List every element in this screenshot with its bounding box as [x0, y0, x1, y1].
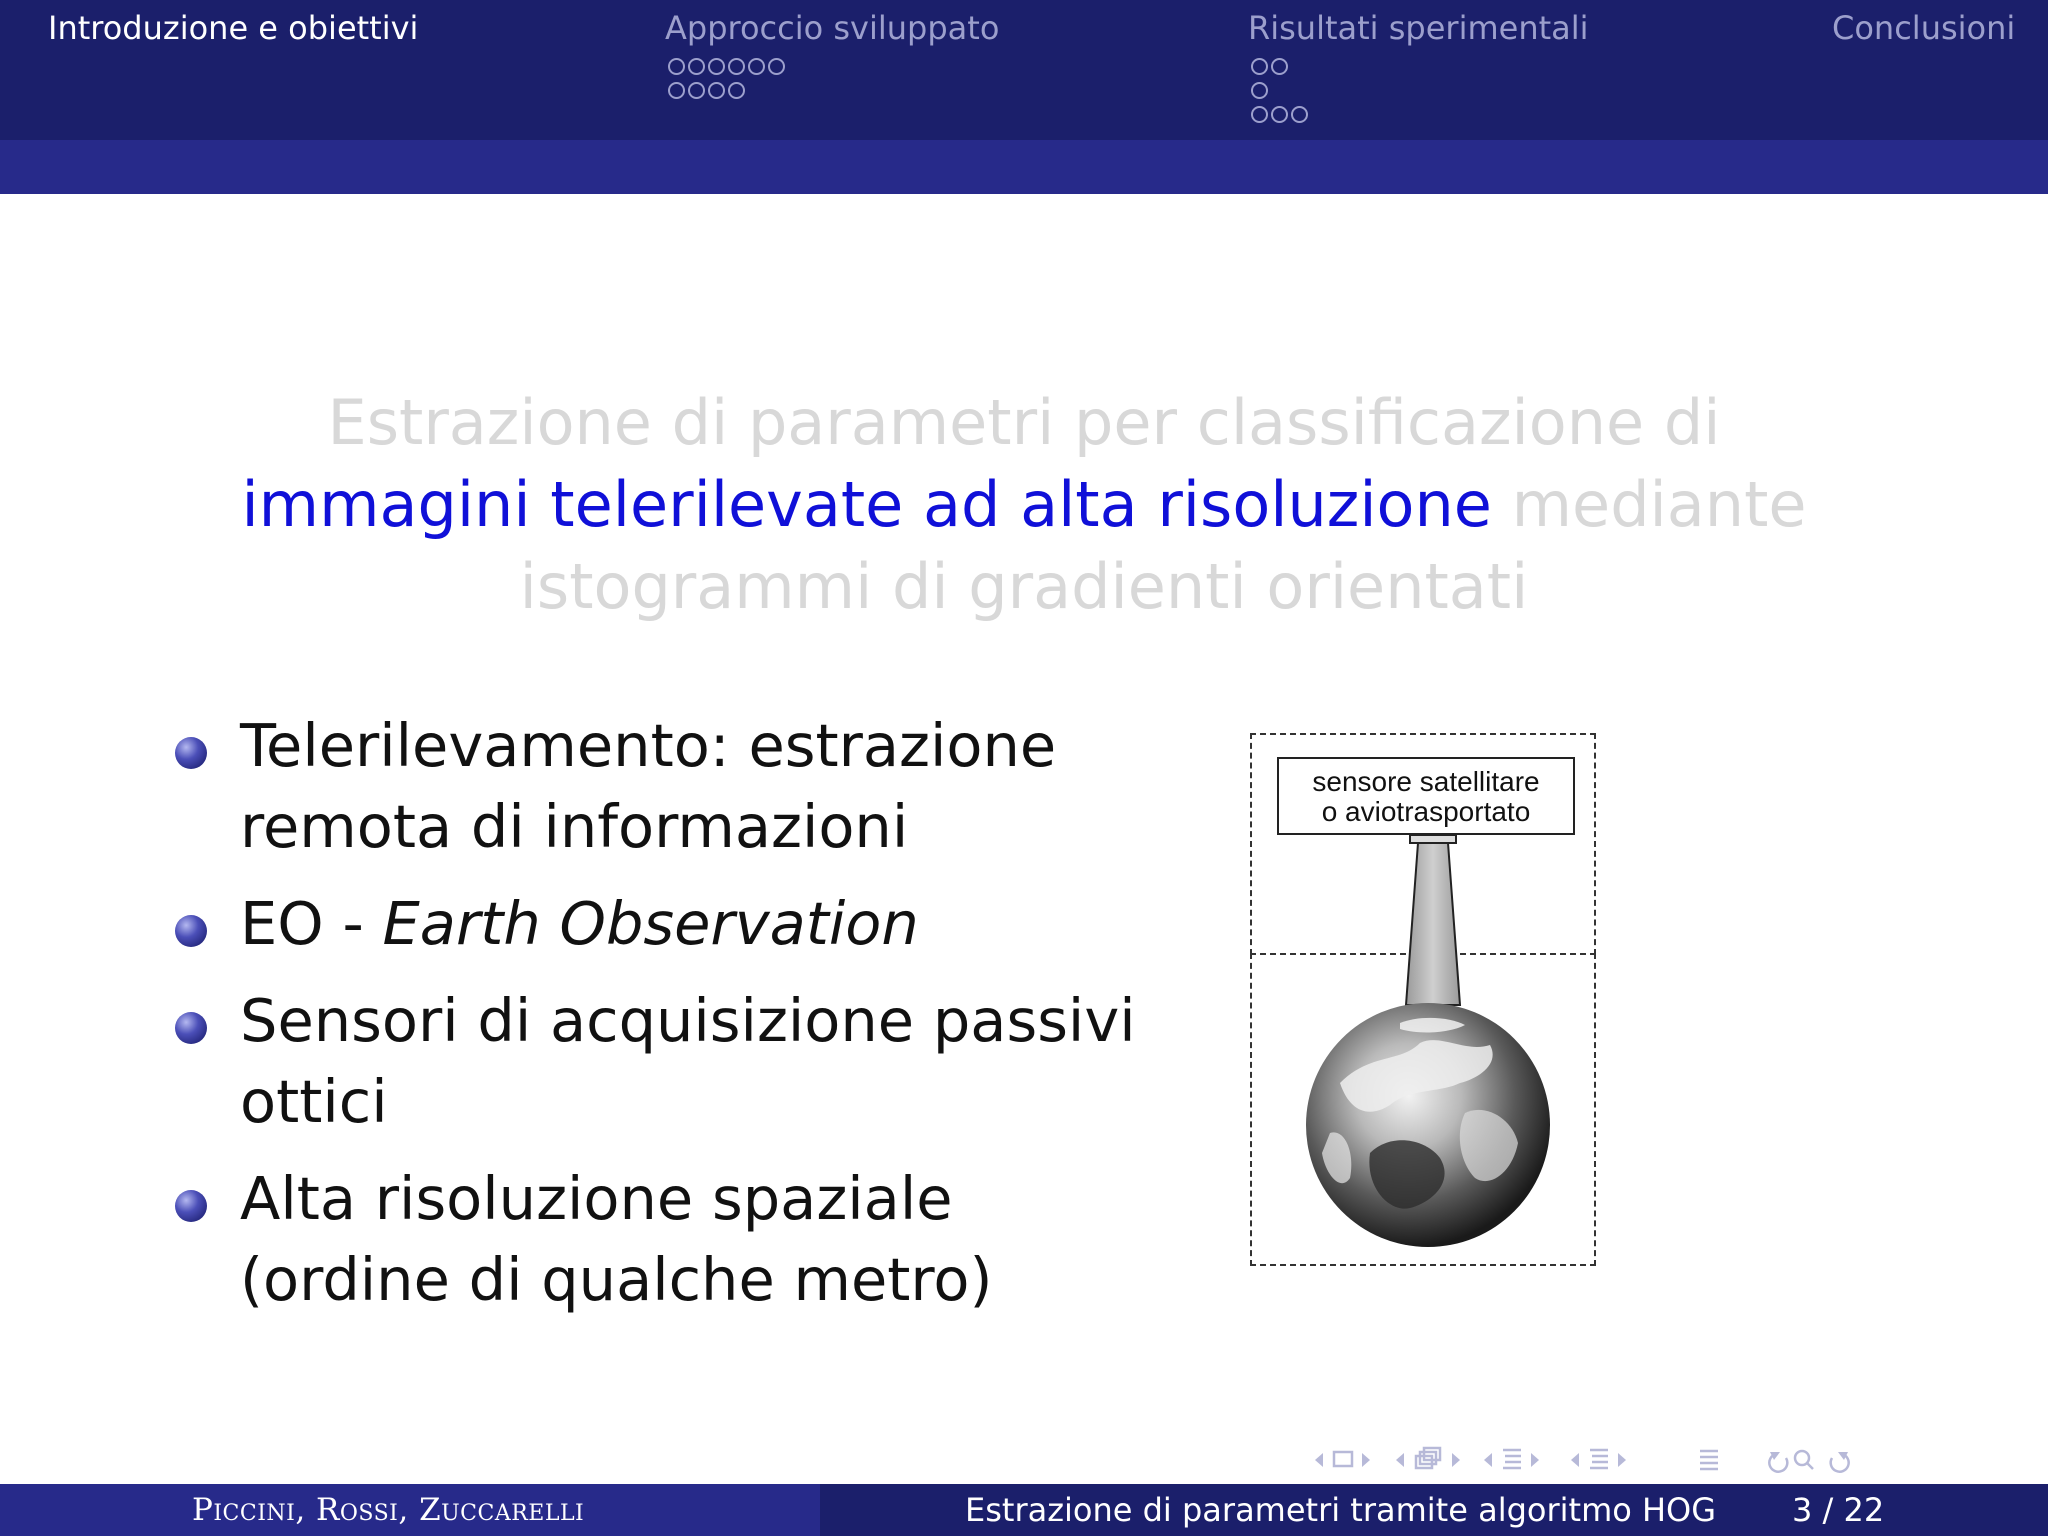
- next-section-icon[interactable]: [1618, 1453, 1626, 1467]
- prev-subsection-icon[interactable]: [1396, 1453, 1404, 1467]
- bullet-text: Alta risoluzione spaziale (ordine di qualche metro): [240, 1164, 993, 1314]
- frame-dot[interactable]: [1251, 106, 1268, 123]
- sensor-label-box: [1277, 757, 1575, 835]
- section-nav-risultati[interactable]: [1248, 9, 1589, 126]
- bullet-text-italic: Earth Observation: [382, 889, 919, 958]
- frame-dot[interactable]: [1251, 82, 1268, 99]
- undo-icon[interactable]: [1769, 1454, 1787, 1472]
- frame-dot[interactable]: [1271, 106, 1288, 123]
- bullet-ball-icon: [175, 915, 207, 947]
- bullet-ball-icon: [175, 1012, 207, 1044]
- sensor-label-line1: sensore satellitare: [1312, 766, 1540, 797]
- bullet-text: Sensori di acquisizione passivi ottici: [240, 986, 1136, 1136]
- next-frame-icon[interactable]: [1362, 1453, 1370, 1467]
- prev-section-icon[interactable]: [1571, 1453, 1579, 1467]
- bullet-item: [170, 980, 1170, 1142]
- search-icon[interactable]: [1795, 1451, 1813, 1469]
- dot-row: [1251, 102, 1589, 126]
- frame-dot[interactable]: [728, 58, 745, 75]
- bullet-item: [170, 1158, 1170, 1320]
- bullet-text: Telerilevamento: estrazione remota di informazioni: [240, 711, 1057, 861]
- title-highlight: immagini telerilevate ad alta risoluzione: [241, 468, 1492, 541]
- remote-sensing-figure: [1250, 733, 1596, 1266]
- frame-dot[interactable]: [1271, 58, 1288, 75]
- section-title[interactable]: Approccio sviluppato: [665, 9, 1000, 47]
- subsection-dots: [1248, 54, 1589, 126]
- frame-dot[interactable]: [728, 82, 745, 99]
- redo-icon[interactable]: [1831, 1454, 1849, 1472]
- subsection-icon[interactable]: [1416, 1448, 1440, 1468]
- page-number: 3 / 22: [1792, 1491, 1885, 1529]
- frame-dot[interactable]: [1251, 58, 1268, 75]
- section-title[interactable]: Introduzione e obiettivi: [48, 9, 419, 47]
- bullet-ball-icon: [175, 737, 207, 769]
- next-subsection-icon[interactable]: [1452, 1453, 1460, 1467]
- section-nav-conclusioni[interactable]: [1832, 9, 2016, 47]
- frame-dot[interactable]: [668, 82, 685, 99]
- title-dimmed-pre: Estrazione di parametri per classificazione di: [327, 386, 1721, 459]
- footer-title: Estrazione di parametri tramite algoritmo HOG: [965, 1491, 1717, 1529]
- slide-title: [240, 382, 1808, 628]
- frame-dot[interactable]: [688, 58, 705, 75]
- frame-icon[interactable]: [1334, 1452, 1352, 1466]
- frame-dot[interactable]: [748, 58, 765, 75]
- title-dimmed-post: mediante istogrammi di gradienti orientati: [519, 468, 1807, 623]
- beamer-navigation-bar: [1310, 1440, 2030, 1480]
- section-icon[interactable]: [1590, 1450, 1608, 1468]
- section-title[interactable]: Conclusioni: [1832, 9, 2016, 47]
- align-icon[interactable]: [1700, 1451, 1718, 1469]
- footer-bar: [0, 1484, 2048, 1536]
- subsection-dots: [665, 54, 999, 102]
- footer-authors: Piccini, Rossi, Zuccarelli: [192, 1492, 585, 1528]
- section-title[interactable]: Risultati sperimentali: [1248, 9, 1589, 47]
- section-icon[interactable]: [1503, 1450, 1521, 1468]
- header-bar: [0, 0, 2048, 140]
- dot-row: [668, 78, 999, 102]
- section-nav-approccio[interactable]: [665, 9, 1000, 102]
- prev-section-icon[interactable]: [1484, 1453, 1492, 1467]
- frame-dot[interactable]: [768, 58, 785, 75]
- header-strip: [0, 140, 2048, 194]
- section-nav-introduzione[interactable]: [48, 9, 419, 47]
- prev-frame-icon[interactable]: [1315, 1453, 1323, 1467]
- frame-dot[interactable]: [688, 82, 705, 99]
- bullet-text-prefix: EO -: [240, 889, 383, 958]
- sensor-mount: [1410, 835, 1456, 843]
- bullet-list: [170, 705, 1170, 1336]
- dot-row: [668, 54, 999, 78]
- bullet-item: [170, 883, 1170, 964]
- frame-dot[interactable]: [708, 58, 725, 75]
- frame-dot[interactable]: [668, 58, 685, 75]
- dot-row: [1251, 78, 1589, 102]
- sensor-label-line2: o aviotrasportato: [1321, 796, 1531, 827]
- frame-dot[interactable]: [708, 82, 725, 99]
- bullet-item: [170, 705, 1170, 867]
- footer-authors-panel: [0, 1484, 820, 1536]
- frame-dot[interactable]: [1291, 106, 1308, 123]
- dot-row: [1251, 54, 1589, 78]
- next-section-icon[interactable]: [1531, 1453, 1539, 1467]
- bullet-ball-icon: [175, 1190, 207, 1222]
- earth-globe: [1306, 1003, 1550, 1247]
- sensor-beam: [1406, 843, 1460, 1005]
